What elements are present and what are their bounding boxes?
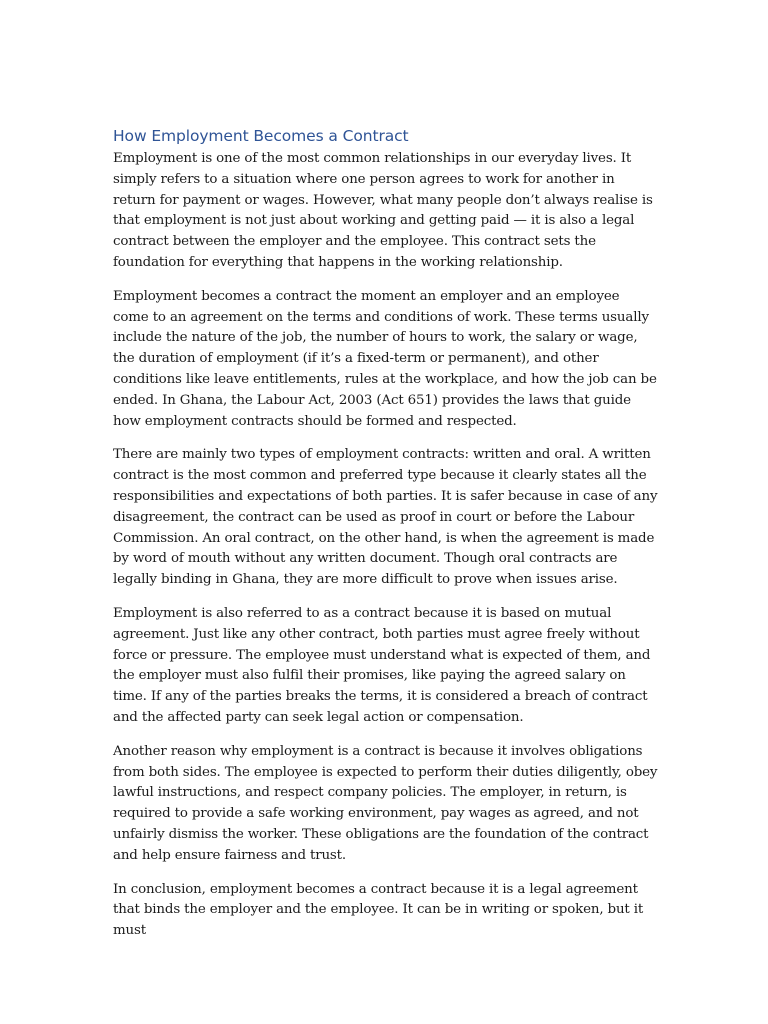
paragraph-4: Employment is also referred to as a contract because it is based on mutual agreement. Just like any other contract, both parties must agree freely without force or pressure. The employee must understand what is expected of them, and the employer must also fulfil their promises, like paying the agreed salary on time. If any of the parties breaks the terms, it is considered a breach of contract and the affected party can seek legal action or compensation.	[113, 605, 651, 725]
document-title: How Employment Becomes a Contract	[113, 127, 409, 145]
document-body	[113, 125, 658, 955]
paragraph-2: Employment becomes a contract the moment an employer and an employee come to an agreement on the terms and conditions of work. These terms usually include the nature of the job, the number of hours to work, the salary or wage, the duration of employment (if it’s a fixed-term or permanent), and other conditions like leave entitlements, rules at the workplace, and how the job can be ended. In Ghana, the Labour Act, 2003 (Act 651) provides the laws that guide how employment contracts should be formed and respected.	[113, 288, 657, 429]
paragraph-6: In conclusion, employment becomes a contract because it is a legal agreement that binds the employer and the employee. It can be in writing or spoken, but it must	[113, 881, 644, 939]
paragraph-5: Another reason why employment is a contract is because it involves obligations from both sides. The employee is expected to perform their duties diligently, obey lawful instructions, and respect company policies. The employer, in return, is required to provide a safe working environment, pay wages as agreed, and not unfairly dismiss the worker. These obligations are the foundation of the contract and help ensure fairness and trust.	[113, 743, 658, 863]
paragraph-3: There are mainly two types of employment contracts: written and oral. A written contract is the most common and preferred type because it clearly states all the responsibilities and expectations of both parties. It is safer because in case of any disagreement, the contract can be used as proof in court or before the Labour Commission. An oral contract, on the other hand, is when the agreement is made by word of mouth without any written document. Though oral contracts are legally binding in Ghana, they are more difficult to prove when issues arise.	[113, 447, 658, 588]
paragraph-1: Employment is one of the most common relationships in our everyday lives. It simply refers to a situation where one person agrees to work for another in return for payment or wages. However, what many people don’t always realise is that employment is not just about working and getting paid — it is also a legal contract between the employer and the employee. This contract sets the foundation for everything that happens in the working relationship.	[113, 151, 653, 270]
